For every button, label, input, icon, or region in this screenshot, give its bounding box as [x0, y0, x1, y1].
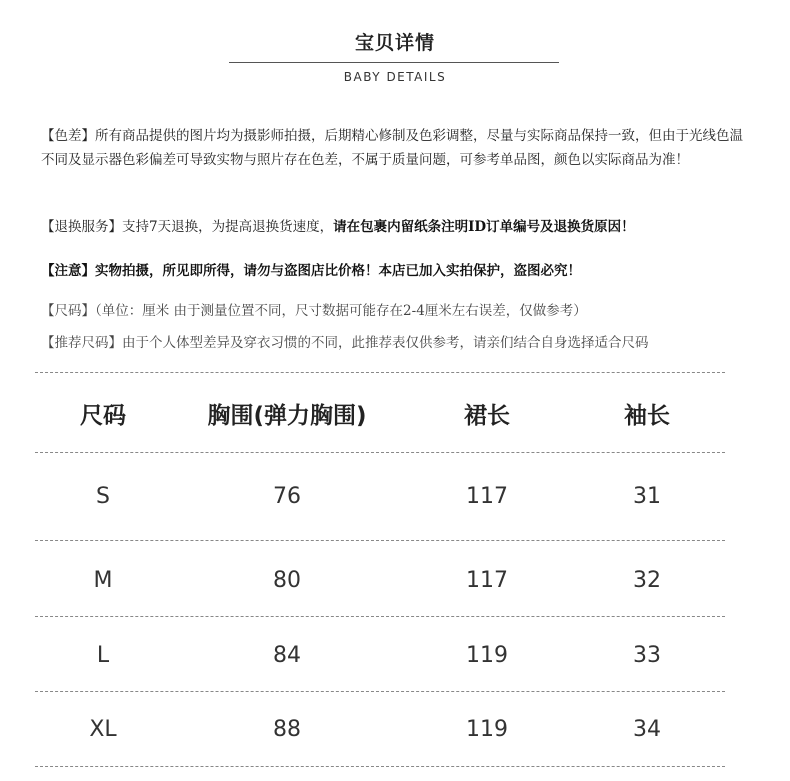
header-dress-length: 裙长: [464, 403, 510, 429]
cell-size: M: [93, 568, 113, 593]
table-rule: [35, 616, 725, 617]
return-service-text: 支持7天退换，为提高退换货速度，: [122, 219, 334, 235]
cell-sleeve-length: 31: [633, 484, 661, 509]
color-difference-note: [41, 124, 756, 172]
cell-size: S: [96, 484, 110, 509]
return-service-label: 【退换服务】: [41, 219, 122, 235]
cell-sleeve-length: 33: [633, 643, 661, 668]
table-rule: [35, 691, 725, 692]
table-rule: [35, 372, 725, 373]
header-bust: 胸围(弹力胸围): [207, 403, 367, 429]
title-divider: [229, 62, 559, 63]
recommend-size-text: 由于个人体型差异及穿衣习惯的不同，此推荐表仅供参考，请亲们结合自身选择适合尺码: [122, 335, 649, 351]
cell-dress-length: 119: [466, 717, 508, 742]
table-rule: [35, 540, 725, 541]
attention-text: 实物拍摄，所见即所得，请勿与盗图店比价格！本店已加入实拍保护，盗图必究！: [95, 263, 581, 279]
cell-size: L: [96, 643, 110, 668]
attention-label: 【注意】: [41, 263, 95, 279]
cell-bust: 88: [273, 717, 301, 742]
cell-bust: 76: [273, 484, 301, 509]
cell-size: XL: [89, 717, 117, 742]
attention-note: [41, 259, 756, 283]
page-title: 宝贝详情: [354, 32, 435, 54]
return-service-note: [41, 215, 756, 239]
recommend-size-note: [41, 331, 756, 355]
cell-dress-length: 117: [466, 484, 508, 509]
size-unit-text: （单位：厘米 由于测量位置不同，尺寸数据可能存在2-4厘米左右误差，仅做参考）: [95, 303, 587, 319]
table-rule: [35, 766, 725, 767]
size-unit-note: [41, 299, 756, 323]
cell-sleeve-length: 34: [633, 717, 661, 742]
header-sleeve-length: 袖长: [624, 403, 670, 429]
size-unit-label: 【尺码】: [41, 303, 95, 319]
table-rule: [35, 452, 725, 453]
cell-dress-length: 117: [466, 568, 508, 593]
cell-bust: 84: [273, 643, 301, 668]
color-difference-text: 所有商品提供的图片均为摄影师拍摄，后期精心修制及色彩调整，尽量与实际商品保持一致，但由于光线色温不同及显示器色彩偏差可导致实物与照片存在色差，不属于质量问题，可参考单品图，颜色以实际商品为准！: [41, 128, 743, 168]
page-subtitle: BABY DETAILS: [343, 70, 447, 84]
cell-sleeve-length: 32: [633, 568, 661, 593]
cell-dress-length: 119: [466, 643, 508, 668]
color-difference-label: 【色差】: [41, 128, 95, 144]
header-size: 尺码: [80, 403, 126, 429]
cell-bust: 80: [273, 568, 301, 593]
return-service-bold-text: 请在包裹内留纸条注明ID订单编号及退换货原因！: [333, 219, 635, 235]
recommend-size-label: 【推荐尺码】: [41, 335, 122, 351]
